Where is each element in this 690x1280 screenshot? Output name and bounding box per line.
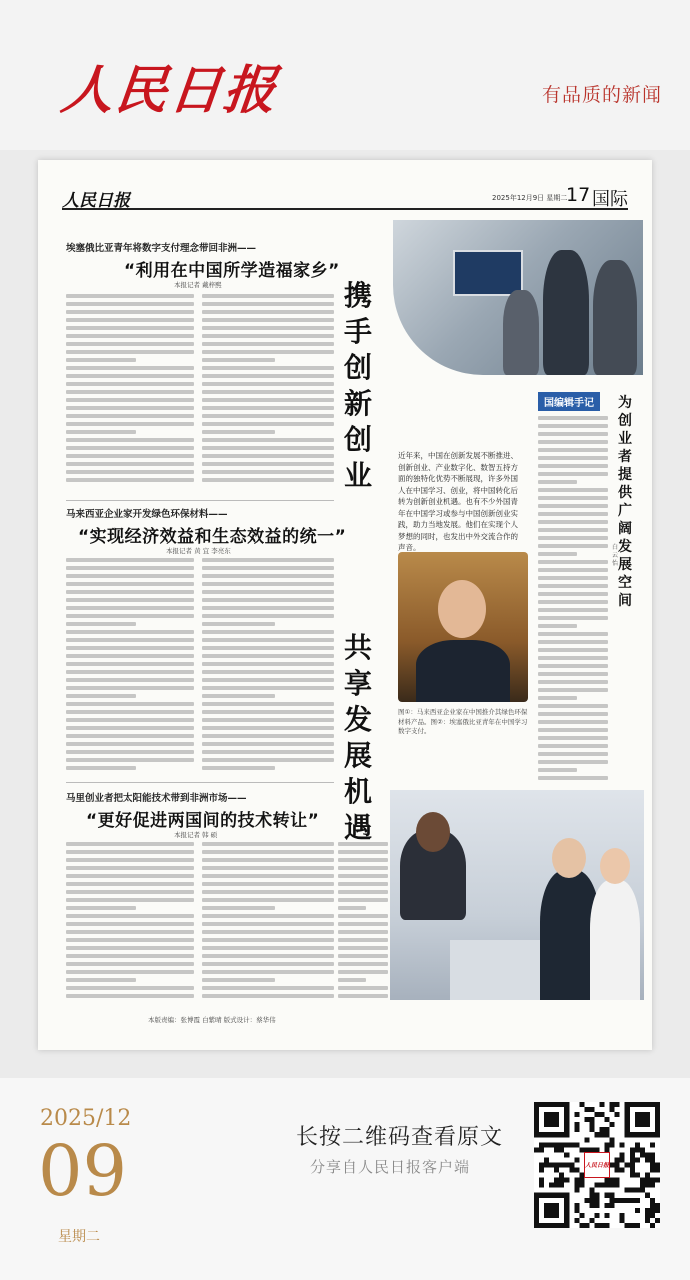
article1-body-col1 [66,294,194,492]
article1-kicker: 埃塞俄比亚青年将数字支付理念带回非洲—— [66,243,257,254]
slogan: 有品质的新闻 [541,84,662,106]
article1-headline[interactable]: “利用在中国所学造福家乡” [124,261,340,281]
article3-kicker: 马里创业者把太阳能技术带到非洲市场—— [66,793,247,804]
footer-weekday: 星期二 [58,1229,100,1245]
bottom-photo [390,790,644,1000]
article3-body-col2 [202,842,334,1008]
section-name: 国际 [592,189,628,210]
article3-headline[interactable]: “更好促进两国间的技术转让” [86,811,320,831]
footer-year-month: 2025/12 [40,1106,132,1131]
article3-body-col3 [338,842,388,1008]
article2-headline[interactable]: “实现经济效益和生态效益的统一” [78,527,347,547]
editor-note-title: 为创业者提供广阔发展空间 [618,395,632,609]
article2-body-col1 [66,558,194,776]
page-number: 17 [566,184,591,206]
feature-title-2: 共享发展机遇 [344,631,373,844]
qr-logo: 人民日报 [584,1152,610,1178]
paper-date: 2025年12月9日 星期二 [492,194,568,202]
article2-byline: 本报记者 黄 宜 李亮东 [166,547,231,555]
editor-note-body [538,416,608,786]
article2-body-col2 [202,558,334,776]
article1-byline: 本报记者 戴梓熙 [174,281,222,289]
editor-note [538,392,648,787]
page-header [62,184,628,210]
article1-body-col2 [202,294,334,492]
footer-main-text: 长按二维码查看原文 [296,1125,504,1150]
article3-byline: 本报记者 韩 硕 [174,831,218,839]
article2-kicker: 马来西亚企业家开发绿色环保材料—— [66,509,228,520]
mini-masthead: 人民日报 [62,191,130,211]
qr-code[interactable] [534,1102,660,1228]
editor-note-author: 白云怡 [612,544,619,567]
footer-day: 09 [38,1130,128,1212]
feature-lead: 近年来，中国在创新发展不断推进、创新创业、产业数字化、数智五持方面的独特化优势不断展现，许多外国人在中国学习、创业，将中国转化后转为创新创业机遇。也有不少外国青年在中国学习或参与中国创新创业实践，助力当地发展。他们在实现个人梦想的同时，也发出中外交流合作的声音。 [398,451,518,552]
portrait-photo [398,552,528,702]
feature-title-1: 携手创新创业 [344,279,373,492]
top-photo [393,220,643,375]
share-footer [0,1078,690,1280]
page-credit: 本版责编：张博霞 白紫晴 版式设计：蔡华伟 [148,1016,276,1024]
article3-body-col1 [66,842,194,1008]
app-header [0,0,690,150]
editor-note-tag: 国编辑手记 [538,392,600,411]
footer-sub-text: 分享自人民日报客户端 [310,1158,471,1176]
newspaper-page[interactable] [38,160,652,1050]
photo-caption: 图①：马来西亚企业家在中国推介其绿色环保材料产品。图②：埃塞俄比亚青年在中国学习数字支付。 [398,708,528,735]
masthead-logo: 人民日报 [58,60,281,121]
